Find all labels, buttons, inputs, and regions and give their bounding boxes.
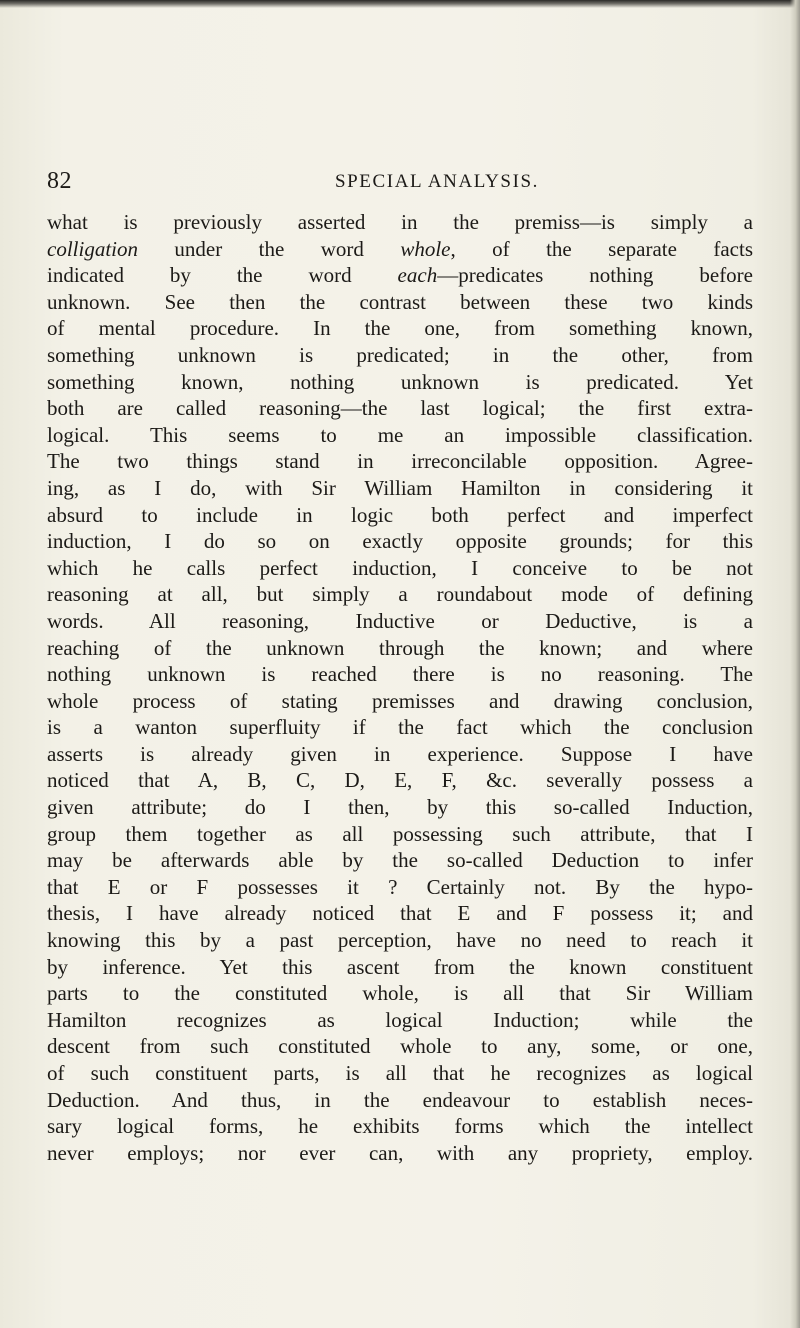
text-line: which he calls perfect induction, I conceive to be not [47,555,753,580]
text-line: thesis, I have already noticed that E and F possess it; and [47,901,753,926]
text-line [47,236,753,263]
page-edge [790,0,800,1328]
text-line: something known, nothing unknown is predicated. Yet [47,369,753,394]
text-line: words. All reasoning, Inductive or Deductive, is a [47,608,753,633]
text-line: ing, as I do, with Sir William Hamilton in considering it [47,475,753,500]
text-line: asserts is already given in experience. Suppose I have [47,741,753,766]
text-line: by inference. Yet this ascent from the known constituent [47,954,753,979]
text-line: knowing this by a past perception, have no need to reach it [47,928,753,953]
italic-word: each [397,263,438,288]
scan-top-shadow [0,0,800,8]
text-line: is a wanton superfluity if the fact which the conclusion [47,715,753,740]
text-line [47,262,753,289]
text-line: may be afterwards able by the so-called Deduction to infer [47,848,753,873]
text-line: of mental procedure. In the one, from something known, [47,316,753,341]
text-span: , of the separate facts [450,236,753,261]
page-number: 82 [47,168,72,194]
text-span: —predicates nothing before [437,263,753,288]
text-line: reasoning at all, but simply a roundabout mode of defining [47,582,753,607]
running-title: SPECIAL ANALYSIS. [334,171,540,192]
text-line: descent from such constituted whole to any, some, or one, [47,1034,753,1059]
text-line: noticed that A, B, C, D, E, F, &c. severally possess a [47,768,753,793]
body-text [47,209,753,1166]
text-line: logical. This seems to me an impossible classification. [47,422,753,447]
text-line: both are called reasoning—the last logical; the first extra- [47,396,753,421]
text-line: parts to the constituted whole, is all that Sir William [47,981,753,1006]
text-line: unknown. See then the contrast between these two kinds [47,289,753,314]
italic-word: whole [400,236,451,261]
text-line: sary logical forms, he exhibits forms which the intellect [47,1114,753,1139]
text-line: The two things stand in irreconcilable opposition. Agree- [47,449,753,474]
text-span: under the word [138,236,401,261]
text-line: whole process of stating premisses and drawing conclusion, [47,688,753,713]
text-line: group them together as all possessing such attribute, that I [47,821,753,846]
text-span: indicated by the word [47,263,398,288]
text-line: of such constituent parts, is all that he recognizes as logical [47,1061,753,1085]
text-line: what is previously asserted in the premiss—is simply a [47,210,753,234]
text-line: Hamilton recognizes as logical Induction; while the [47,1007,753,1032]
text-line: something unknown is predicated; in the other, from [47,342,753,367]
text-line: that E or F possesses it ? Certainly not. By the hypo- [47,874,753,899]
text-line: Deduction. And thus, in the endeavour to establish neces- [47,1087,753,1112]
page-header [47,166,753,196]
text-line: reaching of the unknown through the known; and where [47,635,753,660]
text-line: induction, I do so on exactly opposite grounds; for this [47,529,753,554]
text-line: nothing unknown is reached there is no reasoning. The [47,662,753,687]
italic-word: colligation [47,236,138,261]
text-line: given attribute; do I then, by this so-called Induction, [47,795,753,820]
text-line: absurd to include in logic both perfect and imperfect [47,502,753,527]
text-line: never employs; nor ever can, with any propriety, employ. [47,1140,753,1165]
